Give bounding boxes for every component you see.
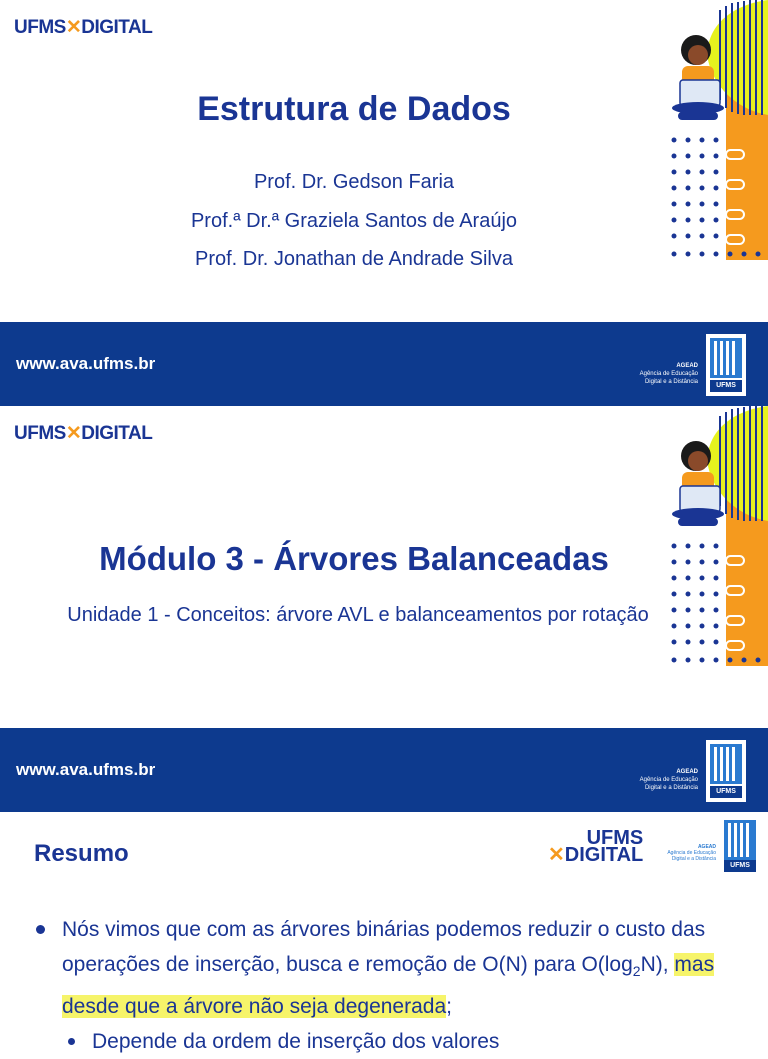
website-url[interactable]: www.ava.ufms.br bbox=[16, 760, 156, 779]
bullet-dot-icon bbox=[36, 925, 45, 934]
ufms-building-logo: UFMS bbox=[706, 334, 746, 396]
bullet-item: Nós vimos que com as árvores binárias podemos reduzir o custo das operações de inserção, busca e remoção de O(N) para $O(\log_2N)$, mas desde que a árvore não seja degenerada; bbox=[36, 912, 736, 1024]
bullet-dot-icon bbox=[68, 1038, 75, 1045]
student-laptop-illustration bbox=[668, 406, 768, 671]
sub-bullet-item: Depende da ordem de inserção dos valores bbox=[36, 1024, 736, 1059]
ufms-digital-logo: UFMS✕DIGITAL bbox=[14, 17, 153, 38]
agead-label: AGEAD Agência de Educação Digital e a Distância bbox=[639, 769, 698, 791]
module-slide bbox=[0, 406, 768, 812]
ufms-building-logo: UFMS bbox=[722, 820, 758, 874]
professor-name: Prof.ª Dr.ª Graziela Santos de Araújo bbox=[190, 209, 518, 232]
ufms-digital-logo: UFMS✕DIGITAL bbox=[14, 423, 153, 444]
professor-list bbox=[0, 163, 708, 279]
highlighted-text: mas desde que a árvore não seja degenerada bbox=[62, 953, 715, 1019]
summary-bullets bbox=[36, 912, 736, 1059]
agead-label: AGEAD Agência de Educação Digital e a Distância bbox=[639, 363, 698, 385]
slide-heading: Resumo bbox=[34, 840, 129, 867]
professor-name: Prof. Dr. Gedson Faria bbox=[253, 171, 455, 193]
professor-name: Prof. Dr. Jonathan de Andrade Silva bbox=[195, 248, 513, 270]
ufms-digital-logo: UFMS ✕DIGITAL bbox=[548, 827, 644, 866]
module-title: Módulo 3 - Árvores Balanceadas bbox=[99, 540, 609, 577]
presentation-title: Estrutura de Dados bbox=[197, 90, 511, 128]
summary-slide bbox=[0, 812, 768, 1054]
title-slide bbox=[0, 0, 768, 406]
slide-footer bbox=[0, 728, 768, 812]
unit-subtitle: Unidade 1 - Conceitos: árvore AVL e balanceamentos por rotação bbox=[67, 604, 649, 626]
slide-footer bbox=[0, 322, 768, 406]
agead-label: AGEAD Agência de Educação Digital e a Distância bbox=[667, 844, 716, 862]
website-url[interactable]: www.ava.ufms.br bbox=[16, 354, 156, 373]
ufms-building-logo: UFMS bbox=[706, 740, 746, 802]
